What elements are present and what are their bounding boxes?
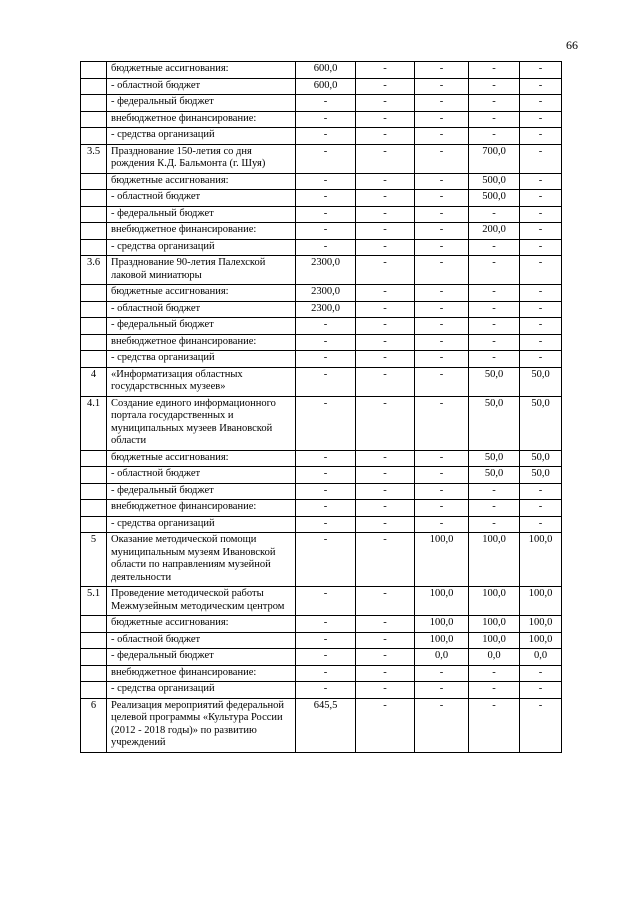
- row-description: внебюджетное финансирование:: [107, 111, 296, 128]
- value-cell-2: -: [356, 587, 415, 616]
- value-cell-1: -: [296, 367, 356, 396]
- value-cell-1: -: [296, 190, 356, 207]
- value-cell-2: -: [356, 334, 415, 351]
- table-row: [81, 467, 562, 484]
- row-description: - федеральный бюджет: [107, 483, 296, 500]
- value-cell-1: -: [296, 173, 356, 190]
- value-cell-2: -: [356, 649, 415, 666]
- value-cell-1: -: [296, 467, 356, 484]
- budget-table: [80, 61, 562, 753]
- value-cell-5: 100,0: [520, 616, 562, 633]
- row-number: [81, 450, 107, 467]
- row-description: внебюджетное финансирование:: [107, 500, 296, 517]
- table-row: [81, 301, 562, 318]
- value-cell-4: -: [469, 239, 520, 256]
- row-description: внебюджетное финансирование:: [107, 223, 296, 240]
- value-cell-2: -: [356, 367, 415, 396]
- value-cell-1: -: [296, 649, 356, 666]
- row-number: [81, 665, 107, 682]
- row-number: 5.1: [81, 587, 107, 616]
- value-cell-3: -: [415, 256, 469, 285]
- value-cell-2: -: [356, 632, 415, 649]
- value-cell-5: 100,0: [520, 632, 562, 649]
- row-description: - средства организаций: [107, 682, 296, 699]
- row-number: [81, 334, 107, 351]
- value-cell-1: -: [296, 223, 356, 240]
- value-cell-5: 0,0: [520, 649, 562, 666]
- value-cell-1: -: [296, 450, 356, 467]
- value-cell-5: 100,0: [520, 587, 562, 616]
- row-number: [81, 682, 107, 699]
- value-cell-2: -: [356, 500, 415, 517]
- row-description: бюджетные ассигнования:: [107, 173, 296, 190]
- value-cell-5: -: [520, 144, 562, 173]
- table-row: [81, 665, 562, 682]
- row-number: [81, 616, 107, 633]
- value-cell-5: -: [520, 111, 562, 128]
- row-number: [81, 206, 107, 223]
- value-cell-3: 100,0: [415, 632, 469, 649]
- value-cell-2: -: [356, 616, 415, 633]
- value-cell-1: -: [296, 632, 356, 649]
- value-cell-1: -: [296, 500, 356, 517]
- value-cell-2: -: [356, 62, 415, 79]
- value-cell-4: 100,0: [469, 632, 520, 649]
- row-description: Празднование 90-летия Палехской лаковой миниатюры: [107, 256, 296, 285]
- value-cell-4: 100,0: [469, 616, 520, 633]
- value-cell-3: -: [415, 367, 469, 396]
- value-cell-3: -: [415, 516, 469, 533]
- row-number: 3.6: [81, 256, 107, 285]
- value-cell-4: 100,0: [469, 533, 520, 587]
- table-row: [81, 516, 562, 533]
- value-cell-2: -: [356, 95, 415, 112]
- row-number: [81, 483, 107, 500]
- value-cell-4: 700,0: [469, 144, 520, 173]
- table-row: [81, 500, 562, 517]
- table-row: [81, 223, 562, 240]
- value-cell-4: -: [469, 206, 520, 223]
- value-cell-3: -: [415, 396, 469, 450]
- value-cell-3: -: [415, 318, 469, 335]
- value-cell-5: -: [520, 128, 562, 145]
- value-cell-3: -: [415, 95, 469, 112]
- value-cell-3: -: [415, 467, 469, 484]
- value-cell-5: -: [520, 206, 562, 223]
- row-description: - средства организаций: [107, 128, 296, 145]
- row-number: [81, 285, 107, 302]
- value-cell-4: -: [469, 256, 520, 285]
- table-row: [81, 239, 562, 256]
- value-cell-4: -: [469, 78, 520, 95]
- value-cell-2: -: [356, 301, 415, 318]
- value-cell-2: -: [356, 533, 415, 587]
- value-cell-1: -: [296, 616, 356, 633]
- value-cell-5: -: [520, 95, 562, 112]
- row-number: [81, 95, 107, 112]
- value-cell-3: -: [415, 698, 469, 752]
- value-cell-3: -: [415, 665, 469, 682]
- value-cell-4: -: [469, 500, 520, 517]
- value-cell-4: 50,0: [469, 367, 520, 396]
- value-cell-4: -: [469, 698, 520, 752]
- value-cell-5: 50,0: [520, 396, 562, 450]
- table-row: [81, 649, 562, 666]
- value-cell-5: -: [520, 698, 562, 752]
- value-cell-4: -: [469, 516, 520, 533]
- row-number: 3.5: [81, 144, 107, 173]
- value-cell-1: -: [296, 95, 356, 112]
- table-row: [81, 533, 562, 587]
- row-description: бюджетные ассигнования:: [107, 285, 296, 302]
- table-row: [81, 95, 562, 112]
- table-row: [81, 78, 562, 95]
- value-cell-3: 0,0: [415, 649, 469, 666]
- row-description: внебюджетное финансирование:: [107, 665, 296, 682]
- table-row: [81, 367, 562, 396]
- value-cell-5: -: [520, 682, 562, 699]
- row-number: [81, 173, 107, 190]
- value-cell-5: -: [520, 78, 562, 95]
- value-cell-5: 100,0: [520, 533, 562, 587]
- value-cell-4: 500,0: [469, 190, 520, 207]
- value-cell-2: -: [356, 111, 415, 128]
- value-cell-1: 600,0: [296, 78, 356, 95]
- value-cell-2: -: [356, 450, 415, 467]
- row-number: [81, 632, 107, 649]
- table-row: [81, 111, 562, 128]
- value-cell-3: -: [415, 682, 469, 699]
- row-number: [81, 111, 107, 128]
- row-description: Проведение методической работы Межмузейным методическим центром: [107, 587, 296, 616]
- value-cell-4: -: [469, 351, 520, 368]
- row-description: Реализация мероприятий федеральной целевой программы «Культура России (2012 - 2018 годы)» по развитию учреждений: [107, 698, 296, 752]
- row-number: 5: [81, 533, 107, 587]
- table-row: [81, 285, 562, 302]
- value-cell-5: 50,0: [520, 450, 562, 467]
- value-cell-3: -: [415, 301, 469, 318]
- row-description: - федеральный бюджет: [107, 95, 296, 112]
- row-description: - областной бюджет: [107, 190, 296, 207]
- value-cell-2: -: [356, 78, 415, 95]
- value-cell-5: -: [520, 62, 562, 79]
- table-row: [81, 616, 562, 633]
- value-cell-1: -: [296, 483, 356, 500]
- row-description: - федеральный бюджет: [107, 649, 296, 666]
- value-cell-5: 50,0: [520, 367, 562, 396]
- row-description: бюджетные ассигнования:: [107, 450, 296, 467]
- table-row: [81, 450, 562, 467]
- value-cell-1: -: [296, 665, 356, 682]
- value-cell-5: -: [520, 190, 562, 207]
- value-cell-3: 100,0: [415, 587, 469, 616]
- table-row: [81, 173, 562, 190]
- value-cell-2: -: [356, 256, 415, 285]
- value-cell-4: -: [469, 111, 520, 128]
- value-cell-2: -: [356, 467, 415, 484]
- value-cell-1: 2300,0: [296, 285, 356, 302]
- row-number: [81, 467, 107, 484]
- row-number: [81, 516, 107, 533]
- value-cell-2: -: [356, 239, 415, 256]
- value-cell-5: -: [520, 351, 562, 368]
- table-row: [81, 190, 562, 207]
- row-number: [81, 128, 107, 145]
- value-cell-4: -: [469, 285, 520, 302]
- value-cell-5: -: [520, 516, 562, 533]
- value-cell-3: -: [415, 190, 469, 207]
- row-number: 6: [81, 698, 107, 752]
- value-cell-2: -: [356, 128, 415, 145]
- row-number: [81, 239, 107, 256]
- value-cell-3: -: [415, 78, 469, 95]
- value-cell-2: -: [356, 285, 415, 302]
- value-cell-1: -: [296, 128, 356, 145]
- row-number: [81, 500, 107, 517]
- value-cell-1: 645,5: [296, 698, 356, 752]
- value-cell-2: -: [356, 318, 415, 335]
- table-row: [81, 396, 562, 450]
- row-description: - областной бюджет: [107, 632, 296, 649]
- value-cell-3: -: [415, 111, 469, 128]
- value-cell-3: -: [415, 351, 469, 368]
- value-cell-4: 50,0: [469, 467, 520, 484]
- value-cell-4: 200,0: [469, 223, 520, 240]
- table-row: [81, 144, 562, 173]
- table-row: [81, 256, 562, 285]
- row-number: [81, 351, 107, 368]
- value-cell-1: -: [296, 239, 356, 256]
- value-cell-1: 2300,0: [296, 256, 356, 285]
- value-cell-1: 2300,0: [296, 301, 356, 318]
- value-cell-4: 50,0: [469, 450, 520, 467]
- value-cell-1: -: [296, 351, 356, 368]
- row-number: 4: [81, 367, 107, 396]
- value-cell-2: -: [356, 396, 415, 450]
- value-cell-3: -: [415, 500, 469, 517]
- value-cell-1: -: [296, 206, 356, 223]
- value-cell-2: -: [356, 206, 415, 223]
- value-cell-5: -: [520, 173, 562, 190]
- value-cell-2: -: [356, 223, 415, 240]
- value-cell-2: -: [356, 351, 415, 368]
- table-row: [81, 334, 562, 351]
- value-cell-2: -: [356, 665, 415, 682]
- table-row: [81, 62, 562, 79]
- row-description: Создание единого информационного портала государственных и муниципальных музеев Ивановской области: [107, 396, 296, 450]
- value-cell-1: -: [296, 318, 356, 335]
- value-cell-1: -: [296, 587, 356, 616]
- value-cell-3: -: [415, 450, 469, 467]
- value-cell-4: 500,0: [469, 173, 520, 190]
- value-cell-4: -: [469, 682, 520, 699]
- value-cell-1: -: [296, 144, 356, 173]
- row-number: [81, 78, 107, 95]
- value-cell-4: -: [469, 483, 520, 500]
- table-row: [81, 483, 562, 500]
- value-cell-5: -: [520, 665, 562, 682]
- table-row: [81, 351, 562, 368]
- row-description: бюджетные ассигнования:: [107, 616, 296, 633]
- table-row: [81, 632, 562, 649]
- value-cell-5: 50,0: [520, 467, 562, 484]
- value-cell-3: -: [415, 223, 469, 240]
- value-cell-3: -: [415, 173, 469, 190]
- row-description: - средства организаций: [107, 239, 296, 256]
- value-cell-5: -: [520, 285, 562, 302]
- value-cell-4: 100,0: [469, 587, 520, 616]
- value-cell-5: -: [520, 334, 562, 351]
- value-cell-5: -: [520, 256, 562, 285]
- value-cell-3: -: [415, 128, 469, 145]
- row-number: [81, 62, 107, 79]
- value-cell-2: -: [356, 698, 415, 752]
- table-row: [81, 206, 562, 223]
- value-cell-2: -: [356, 173, 415, 190]
- value-cell-1: -: [296, 682, 356, 699]
- row-description: - средства организаций: [107, 516, 296, 533]
- row-description: - областной бюджет: [107, 467, 296, 484]
- value-cell-4: 0,0: [469, 649, 520, 666]
- value-cell-1: 600,0: [296, 62, 356, 79]
- row-number: [81, 649, 107, 666]
- value-cell-1: -: [296, 516, 356, 533]
- value-cell-3: -: [415, 483, 469, 500]
- row-description: - областной бюджет: [107, 78, 296, 95]
- value-cell-2: -: [356, 682, 415, 699]
- value-cell-2: -: [356, 516, 415, 533]
- row-number: 4.1: [81, 396, 107, 450]
- row-description: - средства организаций: [107, 351, 296, 368]
- row-number: [81, 223, 107, 240]
- table-row: [81, 682, 562, 699]
- value-cell-3: -: [415, 285, 469, 302]
- value-cell-3: 100,0: [415, 533, 469, 587]
- value-cell-3: -: [415, 62, 469, 79]
- row-description: Оказание методической помощи муниципальным музеям Ивановской области по направлениям музейной деятельности: [107, 533, 296, 587]
- row-number: [81, 318, 107, 335]
- row-description: - федеральный бюджет: [107, 206, 296, 223]
- value-cell-4: -: [469, 334, 520, 351]
- value-cell-3: 100,0: [415, 616, 469, 633]
- value-cell-3: -: [415, 206, 469, 223]
- table-body: [81, 62, 562, 753]
- value-cell-4: -: [469, 665, 520, 682]
- value-cell-2: -: [356, 483, 415, 500]
- page-number: 66: [566, 38, 578, 52]
- value-cell-1: -: [296, 111, 356, 128]
- value-cell-5: -: [520, 239, 562, 256]
- value-cell-5: -: [520, 318, 562, 335]
- table-row: [81, 698, 562, 752]
- row-description: Празднование 150-летия со дня рождения К.Д. Бальмонта (г. Шуя): [107, 144, 296, 173]
- table-row: [81, 128, 562, 145]
- value-cell-5: -: [520, 500, 562, 517]
- row-description: - федеральный бюджет: [107, 318, 296, 335]
- value-cell-4: 50,0: [469, 396, 520, 450]
- value-cell-1: -: [296, 396, 356, 450]
- value-cell-2: -: [356, 144, 415, 173]
- value-cell-5: -: [520, 223, 562, 240]
- value-cell-4: -: [469, 318, 520, 335]
- value-cell-4: -: [469, 95, 520, 112]
- row-number: [81, 301, 107, 318]
- value-cell-1: -: [296, 334, 356, 351]
- value-cell-3: -: [415, 334, 469, 351]
- table-row: [81, 587, 562, 616]
- value-cell-5: -: [520, 483, 562, 500]
- row-description: бюджетные ассигнования:: [107, 62, 296, 79]
- value-cell-4: -: [469, 301, 520, 318]
- table-row: [81, 318, 562, 335]
- row-description: - областной бюджет: [107, 301, 296, 318]
- value-cell-2: -: [356, 190, 415, 207]
- value-cell-3: -: [415, 239, 469, 256]
- value-cell-5: -: [520, 301, 562, 318]
- value-cell-4: -: [469, 128, 520, 145]
- row-description: внебюджетное финансирование:: [107, 334, 296, 351]
- row-number: [81, 190, 107, 207]
- row-description: «Информатизация областных государствснных музеев»: [107, 367, 296, 396]
- value-cell-3: -: [415, 144, 469, 173]
- value-cell-4: -: [469, 62, 520, 79]
- value-cell-1: -: [296, 533, 356, 587]
